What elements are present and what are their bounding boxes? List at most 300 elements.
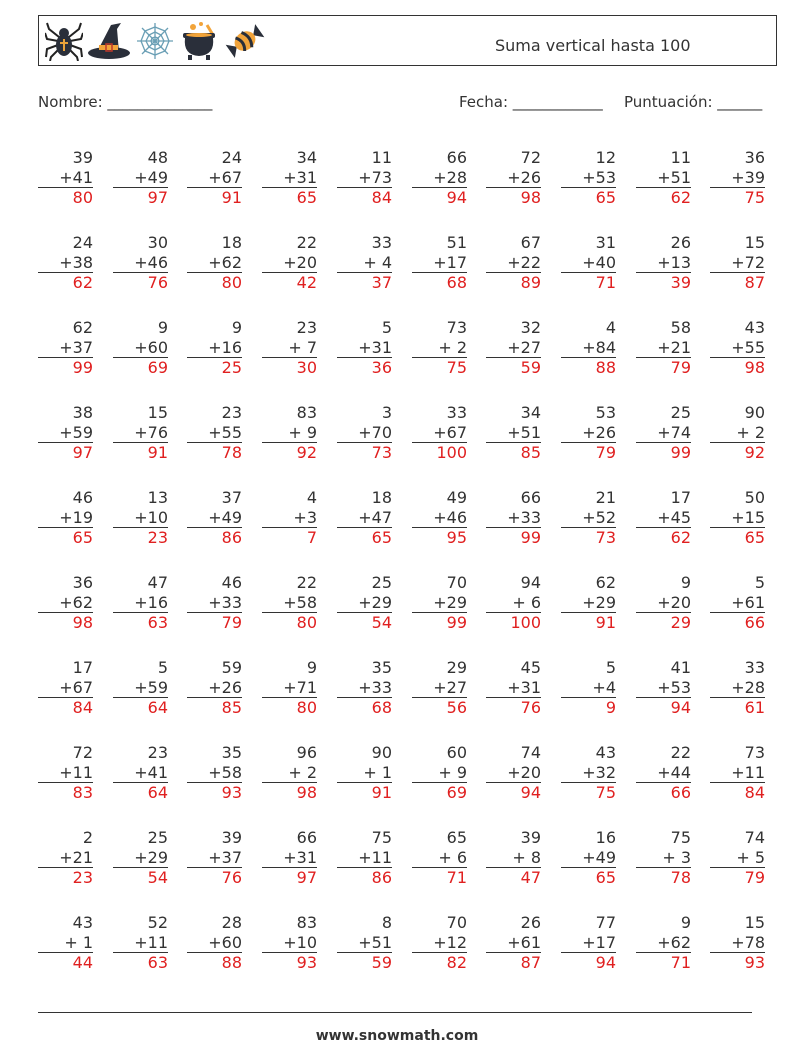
addend-top: 24: [72, 233, 93, 252]
cauldron-icon: [179, 21, 219, 61]
answer: 36: [337, 357, 392, 378]
answer: 93: [187, 782, 242, 803]
addend-top: 30: [147, 233, 168, 252]
addend-top: 41: [670, 658, 691, 677]
addend-top: 5: [157, 658, 168, 677]
addend-bottom: +21: [657, 337, 691, 357]
addend-top: 9: [157, 318, 168, 337]
addend-top: 12: [595, 148, 616, 167]
addend-bottom: + 5: [736, 847, 765, 867]
addend-top: 75: [670, 828, 691, 847]
addend-top: 66: [446, 148, 467, 167]
answer: 75: [412, 357, 467, 378]
addend-top: 4: [605, 318, 616, 337]
addend-bottom: +31: [358, 337, 392, 357]
addition-problem: [38, 233, 93, 293]
addend-bottom: +38: [59, 252, 93, 272]
answer: 59: [486, 357, 541, 378]
addend-bottom: +20: [283, 252, 317, 272]
answer: 29: [636, 612, 691, 633]
answer: 65: [337, 527, 392, 548]
addend-bottom: +22: [507, 252, 541, 272]
addition-problem: [113, 233, 168, 293]
addition-problem: [636, 743, 691, 803]
answer: 75: [561, 782, 616, 803]
addition-problem: [38, 658, 93, 718]
addend-top: 52: [147, 913, 168, 932]
addend-bottom: +70: [358, 422, 392, 442]
addition-problem: [561, 913, 616, 973]
addend-top: 43: [744, 318, 765, 337]
addend-top: 96: [296, 743, 317, 762]
addend-bottom: +76: [134, 422, 168, 442]
addend-top: 33: [446, 403, 467, 422]
addend-top: 62: [72, 318, 93, 337]
addition-problem: [113, 148, 168, 208]
addition-problem: [561, 148, 616, 208]
addition-problem: [187, 148, 242, 208]
addition-problem: [561, 828, 616, 888]
addend-bottom: +72: [731, 252, 765, 272]
answer: 65: [38, 527, 93, 548]
answer: 91: [187, 187, 242, 208]
addend-bottom: +10: [283, 932, 317, 952]
answer: 62: [38, 272, 93, 293]
addend-bottom: +37: [208, 847, 242, 867]
addend-bottom: +46: [433, 507, 467, 527]
addition-problem: [636, 573, 691, 633]
addition-problem: [262, 743, 317, 803]
addend-bottom: +58: [208, 762, 242, 782]
addition-problem: [561, 743, 616, 803]
addend-bottom: +37: [59, 337, 93, 357]
answer: 64: [113, 782, 168, 803]
addend-top: 9: [306, 658, 317, 677]
addend-top: 15: [744, 913, 765, 932]
addend-bottom: +13: [657, 252, 691, 272]
addend-top: 72: [72, 743, 93, 762]
addend-top: 11: [670, 148, 691, 167]
addend-top: 22: [670, 743, 691, 762]
addend-top: 65: [446, 828, 467, 847]
addition-problem: [337, 403, 392, 463]
answer: 62: [636, 187, 691, 208]
addend-bottom: +53: [582, 167, 616, 187]
addend-bottom: +67: [433, 422, 467, 442]
addend-bottom: + 7: [288, 337, 317, 357]
addend-bottom: +61: [731, 592, 765, 612]
answer: 85: [486, 442, 541, 463]
addition-problem: [337, 573, 392, 633]
addition-problem: [412, 233, 467, 293]
addition-problem: [113, 828, 168, 888]
answer: 23: [38, 867, 93, 888]
addend-top: 2: [82, 828, 93, 847]
answer: 94: [412, 187, 467, 208]
answer: 99: [412, 612, 467, 633]
answer: 63: [113, 952, 168, 973]
answer: 79: [710, 867, 765, 888]
addition-problem: [412, 743, 467, 803]
addition-problem: [636, 913, 691, 973]
answer: 61: [710, 697, 765, 718]
answer: 80: [262, 697, 317, 718]
answer: 47: [486, 867, 541, 888]
addend-top: 39: [221, 828, 242, 847]
addend-top: 26: [520, 913, 541, 932]
addend-bottom: +41: [134, 762, 168, 782]
answer: 95: [412, 527, 467, 548]
addend-bottom: +11: [358, 847, 392, 867]
addend-bottom: +60: [208, 932, 242, 952]
addition-problem: [337, 743, 392, 803]
addition-problem: [113, 488, 168, 548]
addend-bottom: +26: [507, 167, 541, 187]
addend-bottom: +29: [358, 592, 392, 612]
addition-problem: [636, 828, 691, 888]
addition-problem: [486, 148, 541, 208]
addition-problem: [486, 743, 541, 803]
answer: 65: [561, 867, 616, 888]
addition-problem: [486, 233, 541, 293]
addition-problem: [561, 658, 616, 718]
addition-problem: [561, 573, 616, 633]
addition-problem: [486, 828, 541, 888]
addend-bottom: +78: [731, 932, 765, 952]
answer: 97: [262, 867, 317, 888]
answer: 97: [113, 187, 168, 208]
footer-divider: [38, 1012, 752, 1013]
answer: 94: [636, 697, 691, 718]
answer: 80: [38, 187, 93, 208]
answer: 71: [636, 952, 691, 973]
addend-top: 16: [595, 828, 616, 847]
addend-top: 50: [744, 488, 765, 507]
addend-bottom: +17: [433, 252, 467, 272]
addition-problem: [710, 148, 765, 208]
addend-top: 35: [221, 743, 242, 762]
addend-top: 17: [72, 658, 93, 677]
addition-problem: [710, 658, 765, 718]
addend-bottom: +74: [657, 422, 691, 442]
addend-bottom: +62: [657, 932, 691, 952]
answer: 76: [187, 867, 242, 888]
addend-bottom: +28: [433, 167, 467, 187]
date-field: Fecha: ____________: [459, 93, 603, 111]
addition-problem: [113, 658, 168, 718]
answer: 54: [113, 867, 168, 888]
addition-problem: [412, 913, 467, 973]
addend-bottom: +12: [433, 932, 467, 952]
addition-problem: [486, 573, 541, 633]
addition-problem: [187, 488, 242, 548]
answer: 83: [38, 782, 93, 803]
answer: 93: [710, 952, 765, 973]
addend-bottom: + 1: [64, 932, 93, 952]
addend-top: 8: [381, 913, 392, 932]
addend-bottom: +55: [731, 337, 765, 357]
answer: 86: [187, 527, 242, 548]
addend-bottom: +55: [208, 422, 242, 442]
addend-top: 9: [231, 318, 242, 337]
addend-bottom: +15: [731, 507, 765, 527]
addend-bottom: +60: [134, 337, 168, 357]
answer: 82: [412, 952, 467, 973]
addition-problem: [337, 488, 392, 548]
addend-top: 73: [744, 743, 765, 762]
addend-bottom: + 2: [438, 337, 467, 357]
icon-strip: [45, 20, 267, 62]
answer: 65: [561, 187, 616, 208]
addend-bottom: +40: [582, 252, 616, 272]
addend-bottom: +39: [731, 167, 765, 187]
addend-bottom: +10: [134, 507, 168, 527]
addend-top: 72: [520, 148, 541, 167]
addend-bottom: +26: [582, 422, 616, 442]
addend-bottom: +31: [507, 677, 541, 697]
addend-top: 83: [296, 913, 317, 932]
addend-top: 29: [446, 658, 467, 677]
answer: 71: [412, 867, 467, 888]
answer: 78: [636, 867, 691, 888]
addition-problem: [412, 658, 467, 718]
answer: 99: [486, 527, 541, 548]
answer: 86: [337, 867, 392, 888]
addend-bottom: +47: [358, 507, 392, 527]
answer: 66: [636, 782, 691, 803]
addition-problem: [710, 488, 765, 548]
addend-top: 46: [221, 573, 242, 592]
addend-bottom: +73: [358, 167, 392, 187]
answer: 42: [262, 272, 317, 293]
answer: 66: [710, 612, 765, 633]
addend-bottom: +11: [731, 762, 765, 782]
addend-bottom: + 9: [288, 422, 317, 442]
addend-bottom: +84: [582, 337, 616, 357]
answer: 84: [38, 697, 93, 718]
addition-problem: [412, 488, 467, 548]
addend-top: 13: [147, 488, 168, 507]
addend-top: 33: [371, 233, 392, 252]
answer: 93: [262, 952, 317, 973]
addition-problem: [636, 488, 691, 548]
addend-bottom: +67: [208, 167, 242, 187]
addend-top: 66: [296, 828, 317, 847]
addend-top: 94: [520, 573, 541, 592]
answer: 79: [187, 612, 242, 633]
answer: 62: [636, 527, 691, 548]
addition-problem: [262, 148, 317, 208]
addition-problem: [710, 403, 765, 463]
answer: 69: [113, 357, 168, 378]
header-box: [38, 15, 777, 66]
answer: 80: [262, 612, 317, 633]
addition-problem: [262, 488, 317, 548]
addend-top: 18: [371, 488, 392, 507]
addition-problem: [412, 403, 467, 463]
answer: 76: [486, 697, 541, 718]
addition-problem: [486, 913, 541, 973]
addend-bottom: +53: [657, 677, 691, 697]
answer: 91: [561, 612, 616, 633]
addition-problem: [710, 743, 765, 803]
addition-problem: [262, 658, 317, 718]
addend-bottom: +51: [507, 422, 541, 442]
addend-bottom: +31: [283, 167, 317, 187]
addition-problem: [486, 403, 541, 463]
addend-top: 32: [520, 318, 541, 337]
answer: 59: [337, 952, 392, 973]
answer: 9: [561, 697, 616, 718]
addend-top: 66: [520, 488, 541, 507]
addend-top: 70: [446, 573, 467, 592]
addend-bottom: +49: [208, 507, 242, 527]
addend-top: 36: [744, 148, 765, 167]
addition-problem: [412, 828, 467, 888]
addition-problem: [113, 913, 168, 973]
spider-icon: [45, 21, 83, 61]
addend-bottom: +45: [657, 507, 691, 527]
addition-problem: [486, 488, 541, 548]
addend-bottom: +62: [59, 592, 93, 612]
answer: 92: [710, 442, 765, 463]
addend-bottom: + 6: [438, 847, 467, 867]
addend-top: 62: [595, 573, 616, 592]
addend-top: 74: [520, 743, 541, 762]
answer: 30: [262, 357, 317, 378]
addition-problem: [38, 828, 93, 888]
addition-problem: [337, 148, 392, 208]
addition-problem: [262, 828, 317, 888]
addend-bottom: +33: [208, 592, 242, 612]
addend-top: 59: [221, 658, 242, 677]
addend-bottom: +33: [358, 677, 392, 697]
answer: 39: [636, 272, 691, 293]
addend-top: 22: [296, 573, 317, 592]
addition-problem: [38, 148, 93, 208]
addend-bottom: +58: [283, 592, 317, 612]
addend-top: 26: [670, 233, 691, 252]
addition-problem: [113, 573, 168, 633]
addition-problem: [262, 318, 317, 378]
answer: 78: [187, 442, 242, 463]
answer: 73: [337, 442, 392, 463]
addend-top: 39: [520, 828, 541, 847]
addition-problem: [187, 318, 242, 378]
addition-problem: [38, 403, 93, 463]
answer: 85: [187, 697, 242, 718]
addend-top: 15: [147, 403, 168, 422]
addition-problem: [113, 403, 168, 463]
addition-problem: [561, 233, 616, 293]
addition-problem: [38, 573, 93, 633]
answer: 65: [710, 527, 765, 548]
addend-bottom: +41: [59, 167, 93, 187]
name-field: Nombre: ______________: [38, 93, 213, 111]
addend-top: 37: [221, 488, 242, 507]
addend-bottom: +20: [657, 592, 691, 612]
answer: 37: [337, 272, 392, 293]
addend-top: 18: [221, 233, 242, 252]
answer: 76: [113, 272, 168, 293]
addend-bottom: +19: [59, 507, 93, 527]
addend-bottom: + 3: [662, 847, 691, 867]
addend-top: 70: [446, 913, 467, 932]
answer: 88: [187, 952, 242, 973]
answer: 91: [113, 442, 168, 463]
addend-top: 43: [595, 743, 616, 762]
addend-top: 38: [72, 403, 93, 422]
score-field: Puntuación: ______: [624, 93, 763, 111]
answer: 68: [412, 272, 467, 293]
addition-problem: [337, 233, 392, 293]
answer: 98: [262, 782, 317, 803]
addend-top: 60: [446, 743, 467, 762]
addend-top: 4: [306, 488, 317, 507]
addition-problem: [337, 318, 392, 378]
answer: 92: [262, 442, 317, 463]
addend-bottom: +31: [283, 847, 317, 867]
addend-top: 34: [296, 148, 317, 167]
addend-bottom: + 1: [363, 762, 392, 782]
addition-problem: [113, 318, 168, 378]
addition-problem: [412, 318, 467, 378]
answer: 79: [561, 442, 616, 463]
addition-problem: [337, 913, 392, 973]
addend-bottom: +61: [507, 932, 541, 952]
addition-problem: [113, 743, 168, 803]
addend-top: 47: [147, 573, 168, 592]
addend-bottom: +52: [582, 507, 616, 527]
addend-bottom: +3: [293, 507, 317, 527]
answer: 54: [337, 612, 392, 633]
addition-problem: [636, 148, 691, 208]
addend-top: 51: [446, 233, 467, 252]
addend-bottom: +29: [433, 592, 467, 612]
addend-top: 90: [371, 743, 392, 762]
answer: 71: [561, 272, 616, 293]
answer: 100: [486, 612, 541, 633]
addend-top: 11: [371, 148, 392, 167]
addition-problem: [710, 233, 765, 293]
answer: 84: [710, 782, 765, 803]
addend-bottom: +49: [134, 167, 168, 187]
addend-top: 5: [605, 658, 616, 677]
answer: 99: [636, 442, 691, 463]
addend-top: 28: [221, 913, 242, 932]
addend-bottom: +44: [657, 762, 691, 782]
answer: 73: [561, 527, 616, 548]
addition-problem: [710, 318, 765, 378]
addend-bottom: +21: [59, 847, 93, 867]
addend-bottom: +62: [208, 252, 242, 272]
addend-top: 49: [446, 488, 467, 507]
addend-bottom: + 9: [438, 762, 467, 782]
addition-problem: [561, 403, 616, 463]
addend-top: 25: [147, 828, 168, 847]
answer: 44: [38, 952, 93, 973]
addend-top: 31: [595, 233, 616, 252]
addition-problem: [187, 658, 242, 718]
answer: 84: [337, 187, 392, 208]
addend-top: 25: [670, 403, 691, 422]
addition-problem: [187, 573, 242, 633]
answer: 89: [486, 272, 541, 293]
addition-problem: [187, 828, 242, 888]
addend-top: 67: [520, 233, 541, 252]
addend-top: 23: [147, 743, 168, 762]
addend-top: 33: [744, 658, 765, 677]
